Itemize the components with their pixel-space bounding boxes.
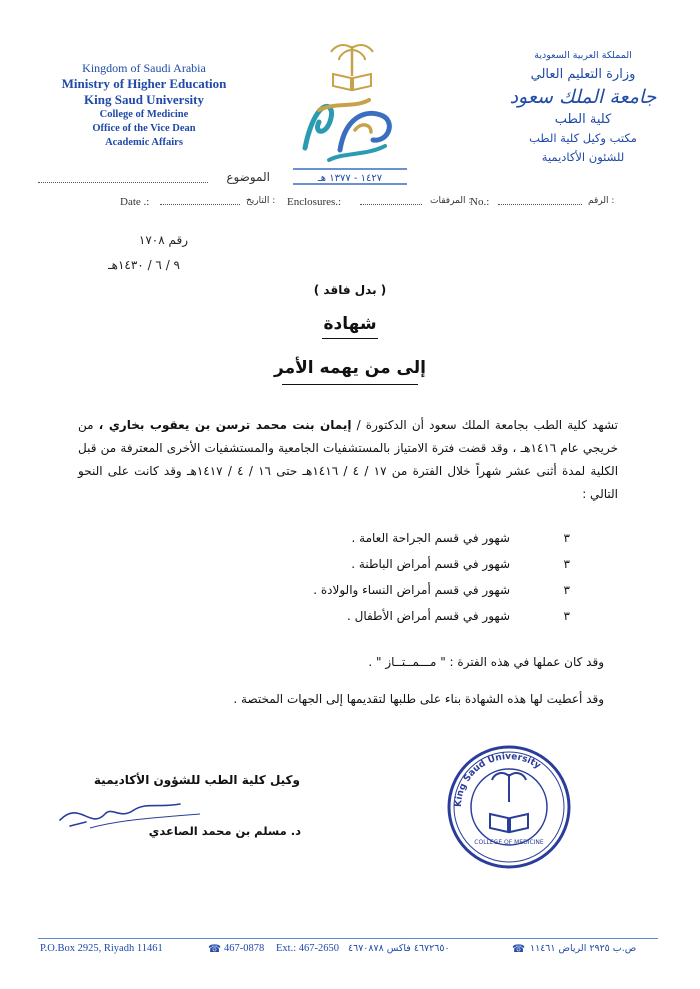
graduate-name: إيمان بنت محمد ترسن بن يعقوب بخاري ، xyxy=(98,418,352,432)
ref-number: رقم ١٧٠٨ xyxy=(138,233,188,247)
college-en: College of Medicine xyxy=(99,109,189,120)
footer-ext: Ext.: 467-2650 xyxy=(276,943,339,954)
ministry-en: Ministry of Higher Education xyxy=(61,76,227,91)
footer-phone: 467-0878 xyxy=(224,943,265,954)
seal-inner-text: COLLEGE OF MEDICINE xyxy=(474,839,544,846)
date-label-en: Date .: xyxy=(120,196,150,208)
office-en: Office of the Vice Dean xyxy=(92,123,196,134)
office-ar: مكتب وكيل كلية الطب xyxy=(529,131,637,145)
title-underline xyxy=(322,338,378,339)
date-dots xyxy=(160,204,240,205)
college-ar: كلية الطب xyxy=(554,112,612,127)
performance-line: وقد كان عملها في هذه الفترة : " مـــمــتــاز " . xyxy=(368,655,604,669)
subject-label: الموضوع xyxy=(226,170,270,184)
body-intro: تشهد كلية الطب بجامعة الملك سعود أن الدكتورة / xyxy=(351,418,618,432)
seal-icon xyxy=(446,744,572,870)
replacement-note: ( بدل فاقد ) xyxy=(313,283,387,297)
rotation-months: ٣ xyxy=(563,531,570,545)
affairs-ar: للشئون الأكاديمية xyxy=(541,150,625,164)
letterhead-arabic xyxy=(488,46,678,167)
no-dots xyxy=(498,204,582,205)
certificate-title: شهادة xyxy=(323,314,377,334)
emblem-icon xyxy=(285,38,415,186)
subject-line xyxy=(38,170,270,188)
rotation-dept: شهور في قسم أمراض الأطفال . xyxy=(346,609,510,623)
list-item xyxy=(330,531,570,557)
official-seal xyxy=(446,744,572,870)
university-en: King Saud University xyxy=(84,92,204,107)
ministry-ar: وزارة التعليم العالي xyxy=(530,67,636,82)
signatory-title: وكيل كلية الطب للشؤون الأكاديمية xyxy=(93,773,300,787)
footer-divider xyxy=(38,938,658,939)
phone-icon-ar: ☎ xyxy=(512,944,526,955)
rotation-dept: شهور في قسم أمراض الباطنة . xyxy=(351,557,510,571)
footer-po-en: P.O.Box 2925, Riyadh 11461 xyxy=(40,943,163,954)
footer xyxy=(40,943,680,963)
letterhead-english xyxy=(38,60,250,150)
no-label-en: No.: xyxy=(470,196,490,208)
list-item xyxy=(330,557,570,583)
svg-text:King Saud University xyxy=(454,752,542,807)
footer-po-ar: ص.ب ٢٩٢٥ الرياض ١١٤٦١ xyxy=(530,943,637,954)
university-logo xyxy=(285,38,415,186)
logo-years: ١٤٢٧ - ١٣٧٧ هـ xyxy=(317,173,383,184)
list-item xyxy=(330,609,570,635)
footer-fax-ar: ٤٦٧٢٦٥٠ فاكس ٤٦٧٠٨٧٨ xyxy=(348,943,450,954)
signatory-name: د. مسلم بن محمد الصاعدي xyxy=(148,824,301,838)
reference-row xyxy=(60,196,620,216)
kingdom-en: Kingdom of Saudi Arabia xyxy=(82,61,206,75)
kingdom-ar: المملكة العربية السعودية xyxy=(534,50,632,61)
rotation-dept: شهور في قسم الجراحة العامة . xyxy=(351,531,510,545)
subject-dots xyxy=(38,182,208,183)
body-rest: من خريجي عام ١٤١٦هـ ، وقد قضت فترة الامتياز بالمستشفيات الجامعية والمستشفيات الأخرى المعترفة من قبل الكلية لمدة أثنى عشر شهراً خلال الفترة من ١٧ / ٤ / ١٤١٦هـ حتى ١٦ / ٤ / ١٤١٧هـ وقد كانت على النحو التالي : xyxy=(78,418,619,501)
ref-date: ٩ / ٦ / ١٤٣٠هـ xyxy=(108,258,180,272)
to-whom-heading: إلى من يهمه الأمر xyxy=(274,358,426,378)
no-label-ar: الرقم : xyxy=(588,196,615,206)
issued-line: وقد أعطيت لها هذه الشهادة بناء على طلبها لتقديمها إلى الجهات المختصة . xyxy=(233,692,604,706)
rotation-dept: شهور في قسم أمراض النساء والولادة . xyxy=(313,583,510,597)
affairs-en: Academic Affairs xyxy=(105,137,183,148)
list-item xyxy=(313,583,570,609)
date-label-ar: التاريخ : xyxy=(246,196,276,206)
certificate-body xyxy=(78,414,618,506)
seal-outer-text: King Saud University xyxy=(453,751,543,808)
enclosures-label-ar: المرفقات : xyxy=(430,196,472,206)
university-ar: جامعة الملك سعود xyxy=(509,86,657,108)
rotation-list xyxy=(313,531,570,635)
enclosures-label-en: Enclosures.: xyxy=(287,196,342,208)
rotation-months: ٣ xyxy=(563,557,570,571)
rotation-months: ٣ xyxy=(563,609,570,623)
heading-underline xyxy=(282,384,418,385)
rotation-months: ٣ xyxy=(563,583,570,597)
phone-icon: ☎ xyxy=(208,944,222,955)
enclosures-dots xyxy=(360,204,422,205)
